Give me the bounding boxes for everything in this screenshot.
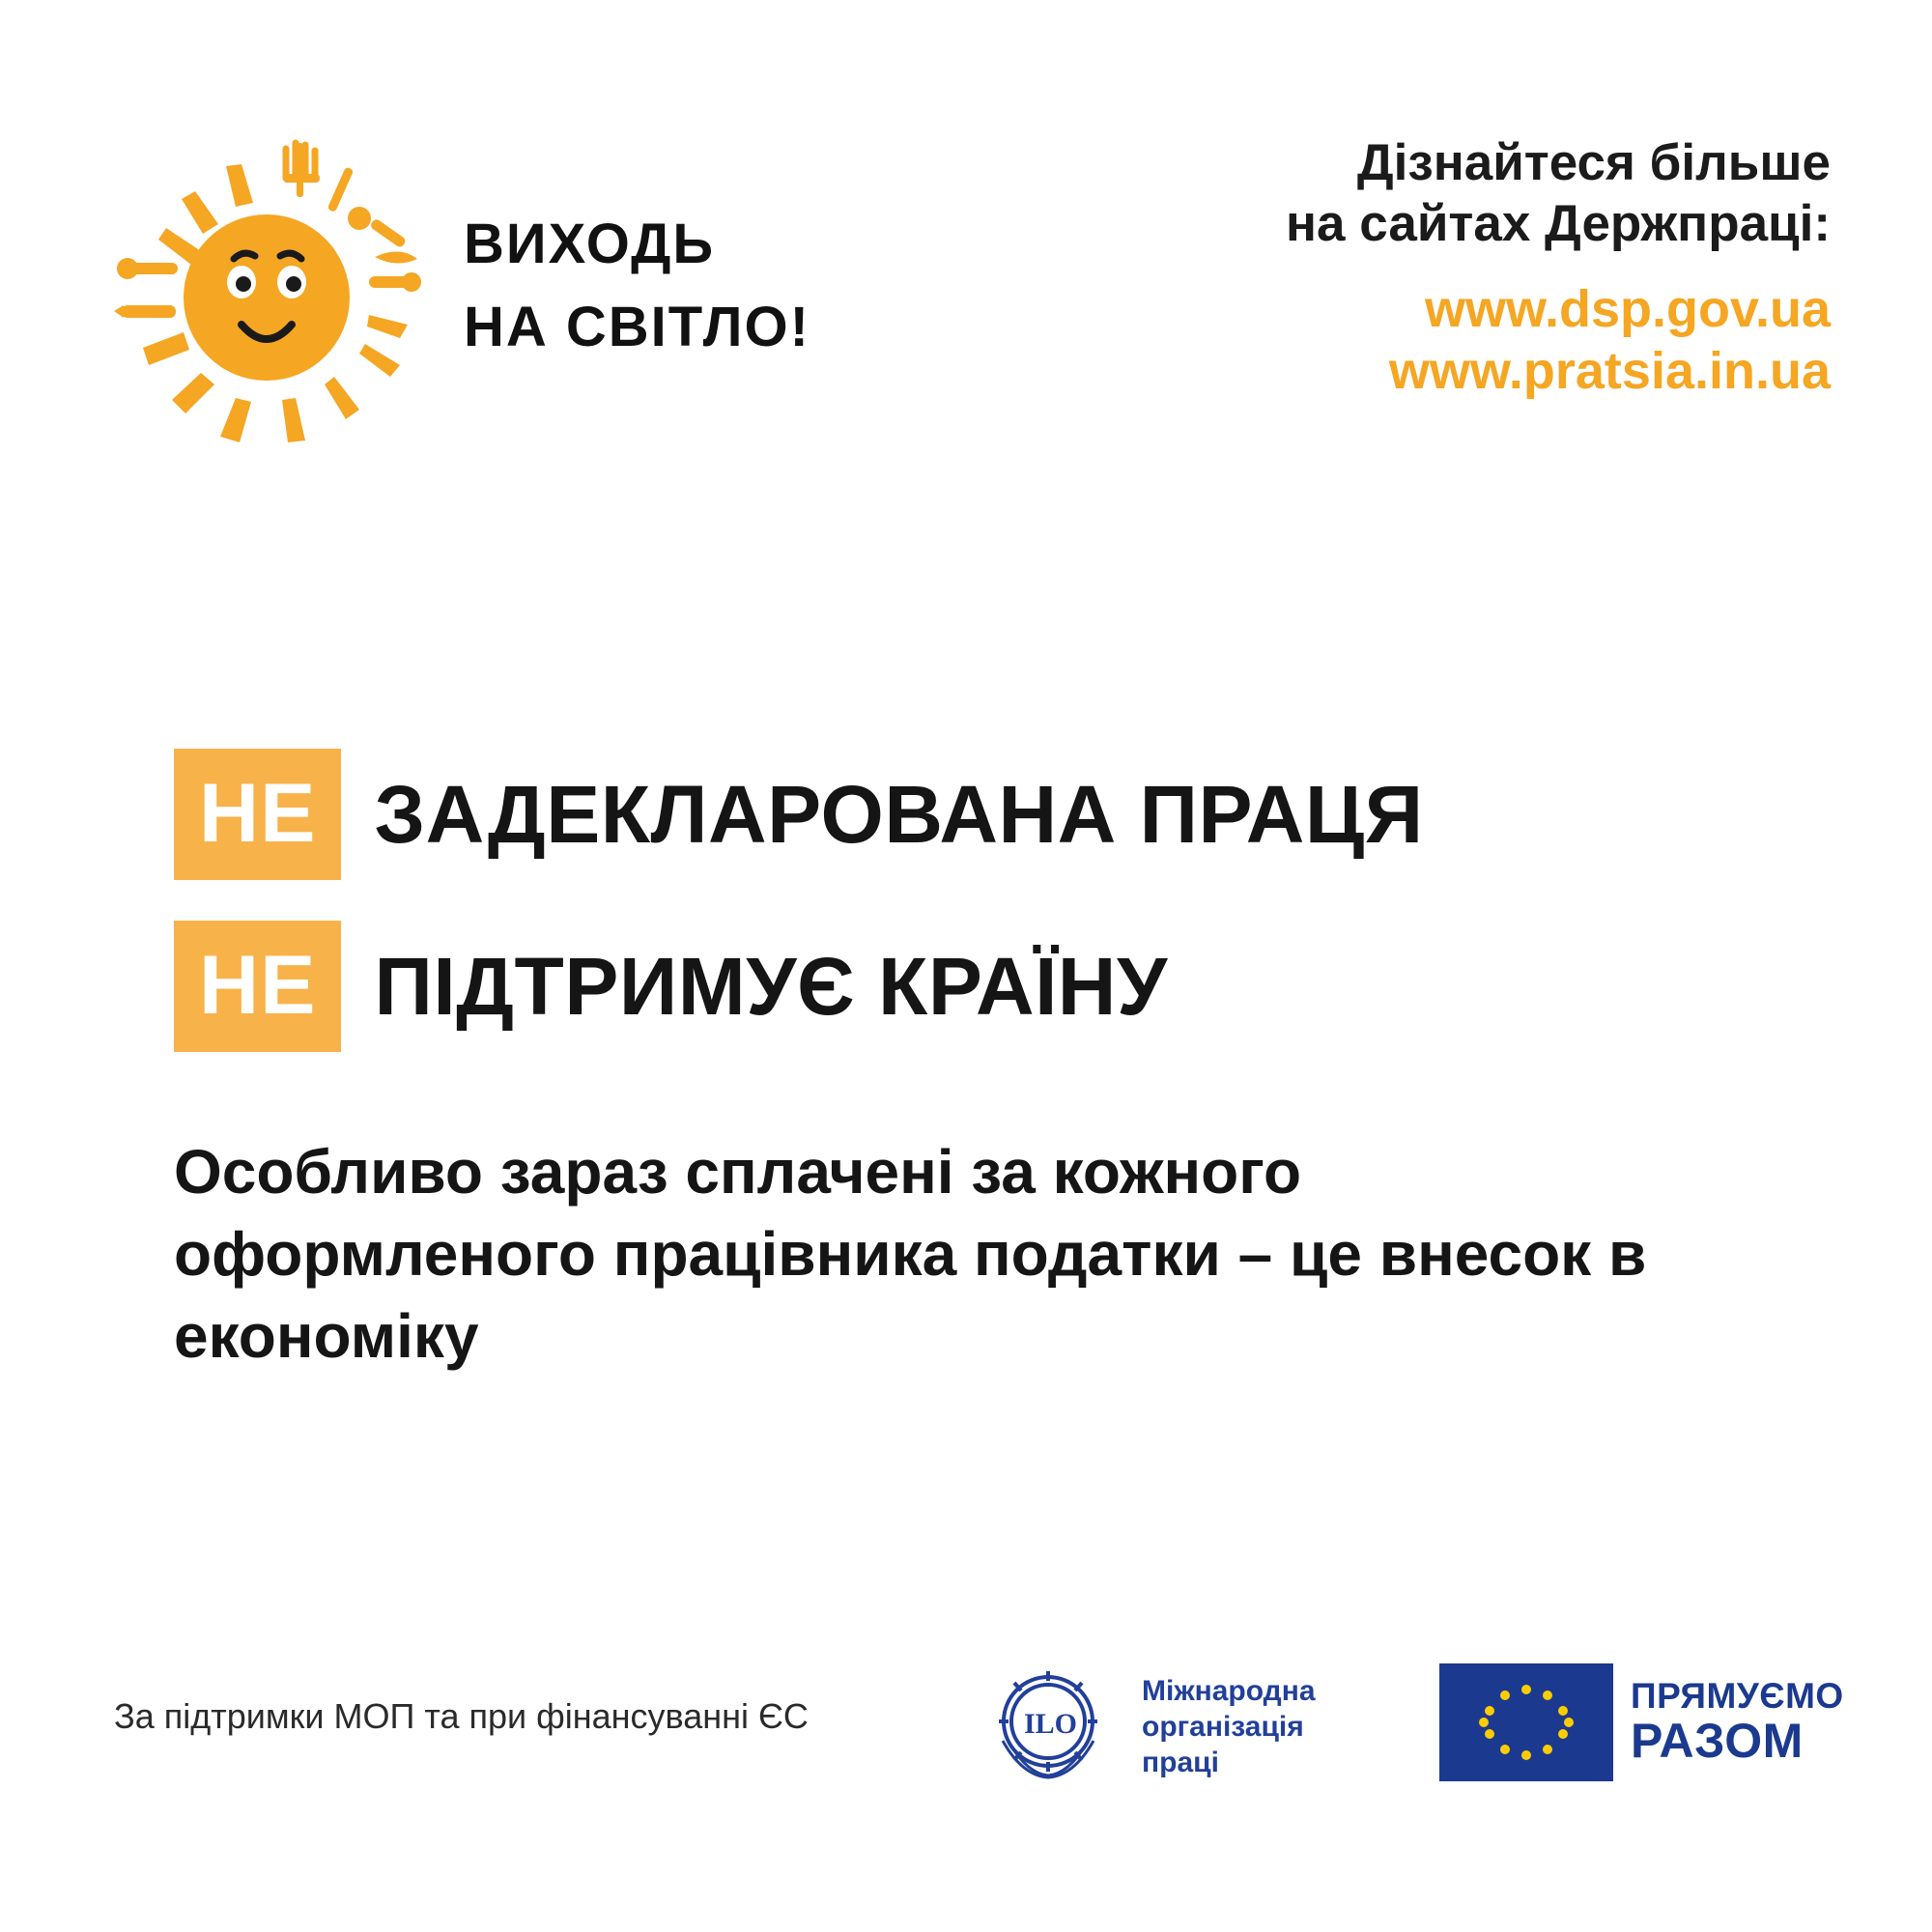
- badge-ne-2: НЕ: [174, 921, 341, 1052]
- headline-text-1: ЗАДЕКЛАРОВАНА ПРАЦЯ: [374, 768, 1424, 860]
- ilo-line-3: праці: [1142, 1747, 1219, 1779]
- info-line-2: на сайтах Держпраці:: [1286, 194, 1831, 252]
- link-dsp-gov-ua[interactable]: www.dsp.gov.ua: [1424, 280, 1831, 339]
- brand-block: [106, 135, 810, 454]
- ilo-line-2: організація: [1142, 1710, 1304, 1743]
- header: [0, 116, 1932, 425]
- ilo-text: [1142, 1673, 1316, 1781]
- info-line-1: Дізнайтеся більше: [1356, 134, 1831, 191]
- brand-line-2: НА СВІТЛО!: [464, 296, 810, 358]
- eu-logo-block: [1439, 1663, 1844, 1781]
- eu-line-1: ПРЯМУЄМО: [1631, 1676, 1844, 1717]
- headline-text-2: ПІДТРИМУЄ КРАЇНУ: [374, 940, 1168, 1032]
- brand-line-1: ВИХОДЬ: [464, 213, 716, 275]
- main-content: [174, 749, 1816, 1378]
- sun-tools-character-icon: [106, 135, 425, 454]
- brand-text: [464, 213, 810, 373]
- website-links: [1286, 279, 1831, 402]
- badge-ne-1: НЕ: [174, 749, 341, 880]
- svg-text:ILO: ILO: [1024, 1708, 1078, 1740]
- footer-note: За підтримки МОП та при фінансуванні ЄС: [114, 1696, 809, 1736]
- footer: [0, 1634, 1932, 1818]
- eu-line-2: РАЗОМ: [1631, 1714, 1804, 1769]
- ilo-emblem-icon: [976, 1652, 1121, 1802]
- headline-row-2: [174, 921, 1816, 1052]
- european-union-flag-icon: [1439, 1663, 1613, 1781]
- headline-row-1: [174, 749, 1816, 880]
- header-info: [1286, 133, 1831, 403]
- ilo-line-1: Міжнародна: [1142, 1674, 1316, 1707]
- ilo-logo-block: [976, 1652, 1316, 1802]
- eu-caption: [1631, 1663, 1844, 1781]
- subcopy-text: Особливо зараз сплачені за кожного оформленого працівника податки – це внесок в економіку: [174, 1137, 1647, 1372]
- link-pratsia-in-ua[interactable]: www.pratsia.in.ua: [1388, 341, 1831, 400]
